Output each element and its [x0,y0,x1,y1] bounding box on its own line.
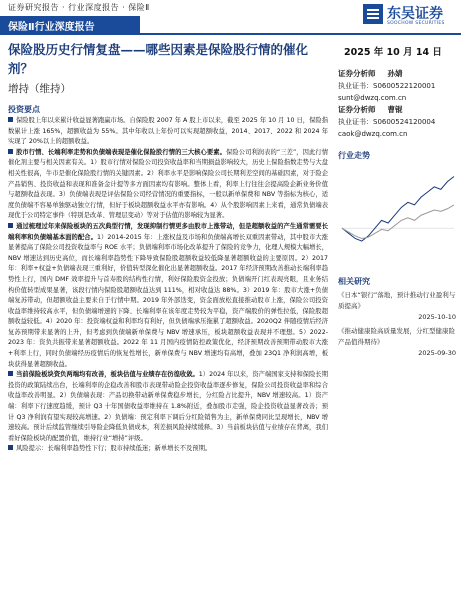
analyst-role: 证券分析师 [338,69,376,78]
analyst-license: 执业证书：S0600522120001 [338,82,436,90]
bullet-icon [8,117,13,122]
paragraph: 股市行情、长端利率走势和负债端表现是催化保险股行情的三大核心要素。保险公司利润表的“三差”，因此行情催化剂主要与相关因素有关。1）股市行情对保险公司投资收益率和当期损益影响较大，历史上保险指数走势与大盘相关性很高，牛市是催化保险股行情的关键因素。2）利率水平是影响保险公司长期利差空间的基础因素，对于险企产品销售、投资收益和表现和准备金计提等多方面因素均有影响。整体上看，利率上行往往会提高险企新业务价值与超额收益表现。3）负债端表现是评估保险公司经营情况的重要指标，一般以新单保费和 NBV 等指标为核心，适度负债端不容易单独驱动独立行情，但好于板块超额收益水平亦有影响。4）从个股影响因素上来看，通常负债端表现优于公司特定事件（特别是改革、管理层变动）等对于估值的影响较为显著。 [8,148,329,220]
bullet-icon [8,371,13,376]
related-date: 2025-09-30 [418,349,456,357]
report-title: 保险股历史行情复盘——哪些因素是保险股行情的催化剂？ [8,42,309,76]
related-title[interactable]: 《日本“银行”落地，预计推动行业盈利与质提高》 [338,291,456,310]
logo-mark-icon [363,4,383,24]
related-date: 2025-10-10 [418,313,456,321]
bullet-icon [8,223,13,228]
analyst-email[interactable]: caok@dwzq.com.cn [338,130,408,138]
report-type-tag [0,16,140,33]
related-title[interactable]: 《推动健康险高质量发展，分红型健康险产品值得期待》 [338,327,455,346]
series-line [342,176,454,241]
analyst-email[interactable]: sunt@dwzq.com.cn [338,94,407,102]
company-logo [363,2,451,30]
trend-chart [338,164,458,264]
rating: 增持（维持） [8,83,71,95]
related-item[interactable] [338,290,456,323]
bullet-icon [8,445,13,450]
analyst-name: 曹锟 [387,105,403,114]
header-divider [0,33,461,35]
paragraph: 通过梳理过年来保险板块的五次典型行情，发现抑制行情更多由股市上涨带动，但是超额收益的产生通常需要长端利率和负债端基本面的配合。1）2014-2015 年：上涨权益及市场和负债端高增长双重因素带动，其中股市大涨显著提高了保险公司投资收益率与 ROE 水平；负债端利率市场化改革提升了保险的竞争力，化理人规模大幅增长，NBV 增速达到历史高位，而长端利率趋势性下降导致保险股超额收益较低降显著超额收益的主要原因。2）2017 年：利率+权益+负债端表现三重利好，价值转型深化催化出显著超额收益。2017 年经济预期改善推动长端利率趋势性上行，国内 DMF 效率提升与首寿股的结构性行情，利好保险股资金投放；负债端开门红表现亮眼，且业务结构价值转型成果显著，该段行情内保险股超额收益达到 111%，相对收益达 88%。3）2019 年：股市大涨+负债端复苏带动，但超额收益主要来自于行情中期。2019 年外部迭变，资金面放松直接推动股市上涨，保险公司投资收益率维持较高水平，但负债端增速的下降、长端利率在该年度走势较为平稳，资产端股价的弹性拉低，保险股超额收益较低。4）2020 年：投资端权益和利率均有利好，但负债端承压拖累了超额收益。2020Q2 伴随疫情后经济复苏预期带来显著的上升，但考虑到负债端新单保费与 NBV 增速承压，板块超额收益表现并不理想。5）2022-2023 年：资负共振带来显著超额收益。2022 年 11 月国内疫情防控政策优化，经济预期改善预期带动股市大涨+利率上行，同时负债端经历疫情后的恢复性增长，新单保费与 NBV 增速均有高增，叠加 23Q1 净利润高增，板块获得显著超额收益。 [8,222,328,368]
section-title-related: 相关研究 [338,277,370,286]
related-item[interactable] [338,326,456,359]
paragraph: 保险股上年以来累计收益显著跑赢市场。自保险股 2007 年 A 股上市以来，截至 2025 年 10 月 10 日，保险指数累计上涨 165%，超额收益为 55%。其中年收以上年份可以实现超额收益，2014、2017、2022 和 2024 年实现了 20%以上的超额收益。 [8,117,328,146]
series-line [342,205,454,239]
analyst-name: 孙婧 [387,69,403,78]
section-title-investment: 投资要点 [8,105,40,114]
report-date: 2025 年 10 月 14 日 [344,47,442,58]
report-body [8,116,328,455]
section-title-trend: 行业走势 [338,151,370,160]
report-type-label: 保险Ⅱ行业深度报告 [8,22,95,33]
logo-english: SOOCHOW SECURITIES [387,21,445,26]
analyst-card [338,104,458,140]
paragraph: 风险提示：长端利率趋势性下行；股市持续低迷；新单增长不及预期。 [8,444,328,455]
paragraph: 当前保险板块资负两端均有改善，板块估值与业绩存在彷徨收敛。1）2024 年以来，资产端国家支持和保险长期投资的政策陆续出台，长端利率的企稳改善和股市表现带动险企投资收益率逐步修复，保险公司投资收益率和综合收益率改善明显。2）负债端表现：产品切换带动新单保费稳步增长，分红险占比提升，NBV 增速较高。1）资产端：利率下行速度趋缓，预计 Q3 十年国债收益率维持在 1.8%附近，叠加股市走强，险企投资收益显著改善；预计 Q3 净利润有望实现较高增速。2）负债端：预定利率下调后分红险销售为主，新单保费同比呈现增长，NBV 增速较高。预计后续监管继续引导险企降低负债成本，利差损风险持续缓释。3）当前板块估值与业绩存在背离，我们看好保险板块的配置价值，维持行业“增持”评级。 [8,371,328,442]
breadcrumb: 证券研究报告 · 行业深度报告 · 保险Ⅱ [8,3,150,12]
logo-name: 东吴证券 [387,6,443,22]
analyst-role: 证券分析师 [338,105,376,114]
bullet-icon [8,149,13,154]
analyst-card [338,68,458,104]
analyst-license: 执业证书：S0600524120004 [338,118,436,126]
